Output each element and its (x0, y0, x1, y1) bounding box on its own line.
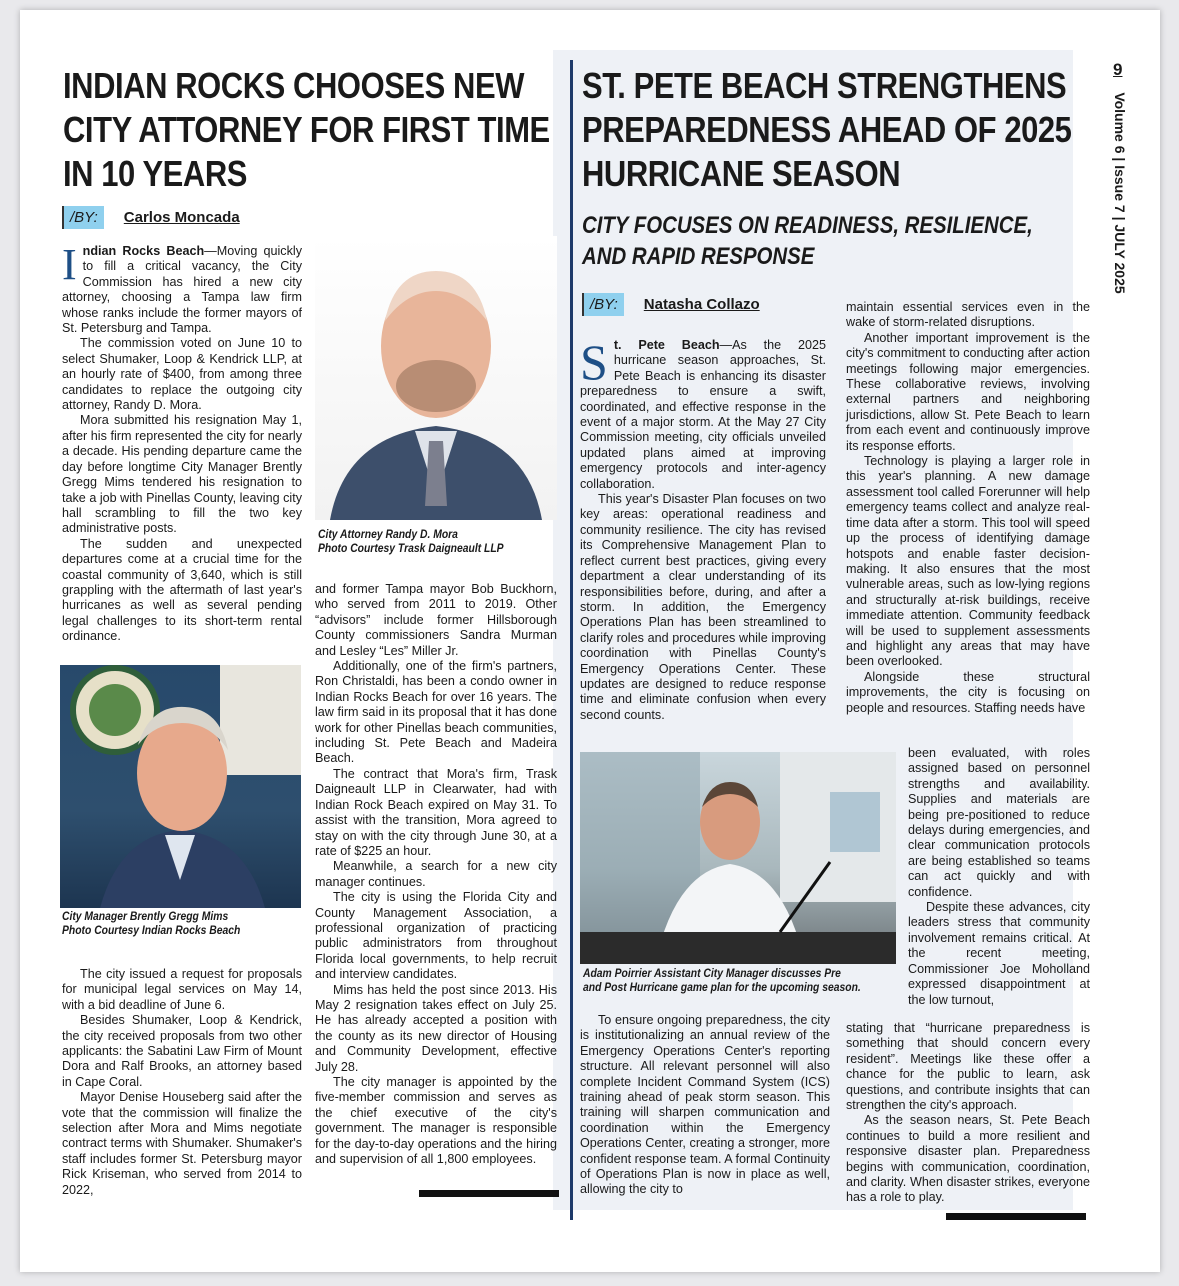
mora-caption (318, 528, 504, 556)
issue-line: Volume 6 | Issue 7 | JULY 2025 (1112, 92, 1128, 294)
caption-line: City Attorney Randy D. Mora (318, 529, 458, 541)
paragraph: This year's Disaster Plan focuses on two key areas: operational readiness and community resilience. The city has revised its Comprehensive Management Plan to reflect current best practices, giving every department a clear understanding of its responsibilities before, during, and after a storm. In addition, the Emergency Operations Plan has been streamlined to clarify roles and procedures while improving coordination with Pinellas County's Emergency Operations Center. These updates are designed to reduce response time and eliminate confusion when every second counts. (580, 492, 826, 722)
paragraph: The sudden and unexpected departures come at a crucial time for the coastal community of 3,640, which is still grappling with the aftermath of last year's hurricanes as well as several pending legal challenges to its short-term rental ordinance. (62, 536, 302, 644)
dateline: ndian Rocks Beach (82, 244, 205, 258)
paragraph: Additionally, one of the firm's partners, Ron Christaldi, has been a condo owner in Indian Rocks Beach for over 16 years. The law firm said in its proposal that it has done work for other Pinellas beach communities, including St. Pete Beach and Madeira Beach. (315, 659, 557, 766)
accent-bar (570, 60, 573, 1220)
mims-photo (60, 665, 301, 908)
paragraph: Mora submitted his resignation May 1, after his firm represented the city for nearly a decade. His pending departure came the day before longtime City Manager Brently Gregg Mims tendered his resignation to take a job with Pinellas County, leaving city hall scrambling to fill the two key administrative posts. (62, 413, 302, 536)
subhead-line: CITY FOCUSES ON READINESS, RESILIENCE, (582, 212, 1033, 239)
paragraph: Mayor Denise Houseberg said after the vote that the commission will finalize the selection after Mora and Mims negotiate contract terms with Shumaker. Shumaker's staff includes former St. Petersburg mayor Rick Kriseman, who served from 2014 to 2022, (62, 1090, 302, 1197)
byline-author: Natasha Collazo (643, 295, 760, 313)
lead-paragraph: —Moving quickly to fill a critical vacancy, the City Commission has hired a new city attorney, choosing a Tampa law firm whose ranks include the former mayors of St. Petersburg and Tampa. (62, 244, 302, 336)
drop-cap: I (62, 240, 77, 289)
paragraph: and former Tampa mayor Bob Buckhorn, who served from 2011 to 2019. Other “advisors” include former Hillsborough County commissioners Sandra Murman and Lesley “Les” Miller Jr. (315, 582, 557, 658)
left-column-1-continued (62, 967, 302, 1198)
byline-label: /BY: (582, 293, 624, 316)
paragraph: Besides Shumaker, Loop & Kendrick, the city received proposals from two other applicants: the Sabatini Law Firm of Mount Dora and Ralf Brooks, an attorney based in Cape Coral. (62, 1013, 302, 1089)
right-headline (582, 64, 1071, 196)
mora-photo (315, 236, 557, 520)
mims-caption (62, 910, 240, 938)
lead-paragraph: —As the 2025 hurricane season approaches, St. Pete Beach is enhancing its disaster preparedness to ensure a swift, coordinated, and effective response in the event of a major storm. At the May 27 City Commission meeting, city officials unveiled updated plans aimed at improving emergency protocols and inter-agency collaboration. (580, 338, 826, 491)
headline-line: IN 10 YEARS (63, 153, 247, 194)
paragraph: The city manager is appointed by the five-member commission and serves as the chief executive of the city's government. The manager is responsible for the day-to-day operations and the hiring and supervision of all 1,800 employees. (315, 1075, 557, 1167)
headline-line: HURRICANE SEASON (582, 153, 901, 194)
byline-label: /BY: (62, 206, 104, 229)
right-column-1 (580, 334, 826, 723)
folio (1105, 60, 1135, 300)
paragraph: As the season nears, St. Pete Beach continues to build a more resilient and responsive disaster plan. Preparedness begins with communication, coordination, and clarity. When disaster strikes, everyone has a role to play. (846, 1113, 1090, 1205)
subhead-line: AND RAPID RESPONSE (582, 243, 815, 270)
end-bar (946, 1213, 1086, 1220)
left-headline (63, 64, 550, 196)
paragraph: stating that “hurricane preparedness is something that should concern every resident”. Meetings like these offer a chance for the public to learn, ask questions, and contribute insights that can strengthen the city's approach. (846, 1021, 1090, 1113)
paragraph: maintain essential services even in the wake of storm-related disruptions. (846, 300, 1090, 330)
paragraph: Despite these advances, city leaders stress that community involvement remains critical. At the recent meeting, Commissioner Joe Moholland expressed disappointment at the low turnout, (908, 900, 1090, 1007)
paragraph: The contract that Mora's firm, Trask Daigneault LLP in Clearwater, had with Indian Rock Beach expired on May 31. To assist with the transition, Mora agreed to stay on with the city through June 30, at a rate of $225 an hour. (315, 766, 557, 858)
end-bar (419, 1190, 559, 1197)
poirrier-photo (580, 752, 896, 964)
right-column-2-continued (846, 1021, 1090, 1206)
dateline: t. Pete Beach (613, 338, 720, 352)
right-column-2 (846, 300, 1090, 716)
headline-line: CITY ATTORNEY FOR FIRST TIME (63, 109, 550, 150)
portrait-illustration (315, 236, 557, 520)
headline-line: INDIAN ROCKS CHOOSES NEW (63, 65, 525, 106)
page-number: 9 (1113, 60, 1123, 79)
caption-line: Photo Courtesy Trask Daigneault LLP (318, 543, 504, 555)
right-column-1-continued (580, 1013, 830, 1198)
poirrier-caption (583, 967, 861, 995)
right-byline (582, 290, 760, 318)
caption-line: and Post Hurricane game plan for the upcoming season. (583, 982, 861, 994)
left-column-2 (315, 582, 557, 1167)
caption-line: City Manager Brently Gregg Mims (62, 911, 229, 923)
paragraph: Alongside these structural improvements, the city is focusing on people and resources. Staffing needs have (846, 669, 1090, 715)
paragraph: To ensure ongoing preparedness, the city is institutionalizing an annual review of the Emergency Operations Center's reporting structure. All relevant personnel will also complete Incident Command System (ICS) training ahead of peak storm season. This training will sharpen communication and coordination within the Emergency Operations Center, creating a stronger, more confident response team. A formal Continuity of Operations Plan is now in place as well, allowing the city to (580, 1013, 830, 1197)
headline-line: ST. PETE BEACH STRENGTHENS (582, 65, 1067, 106)
paragraph: The city is using the Florida City and County Management Association, a professional organization of practicing public administrators from throughout Florida local governments, to help recruit and interview candidates. (315, 890, 557, 982)
caption-line: Photo Courtesy Indian Rocks Beach (62, 925, 241, 937)
left-column-1 (62, 240, 302, 645)
byline-author: Carlos Moncada (123, 208, 240, 226)
drop-cap: S (580, 334, 608, 390)
right-column-2-inset (908, 746, 1090, 1008)
caption-line: Adam Poirrier Assistant City Manager discusses Pre (583, 968, 841, 980)
paragraph: Technology is playing a larger role in this year's planning. A new damage assessment tool called Forerunner will help emergency teams collect and analyze real-time data after a storm. This tool will speed up the process of identifying damage hotspots and enable faster decision-making. It also ensures that the most vulnerable areas, such as low-lying regions and structurally at-risk buildings, receive immediate attention. Community feedback will be used to supplement assessments and highlight any areas that may have been overlooked. (846, 454, 1090, 669)
portrait-illustration (60, 665, 301, 908)
right-subhead (582, 210, 1033, 272)
paragraph: Another important improvement is the city's commitment to conducting after action meetings following major emergencies. These collaborative reviews, involving external partners and neighboring jurisdictions, allow St. Pete Beach to learn from each event and continuously improve its response efforts. (846, 330, 1090, 453)
paragraph: Meanwhile, a search for a new city manager continues. (315, 859, 557, 889)
paragraph: been evaluated, with roles assigned based on personnel strengths and availability. Supplies and materials are being pre-positioned to reduce delays during emergencies, and clear communication protocols are being established so teams can act quickly and with confidence. (908, 746, 1090, 899)
paragraph: Mims has held the post since 2013. His May 2 resignation takes effect on July 25. He has already accepted a position with the county as its new director of Housing and Community Development, effective July 28. (315, 982, 557, 1074)
paragraph: The commission voted on June 10 to select Shumaker, Loop & Kendrick LLP, at an hourly rate of $400, from among three candidates to replace the outgoing city attorney, Randy D. Mora. (62, 336, 302, 413)
headline-line: PREPAREDNESS AHEAD OF 2025 (582, 109, 1072, 150)
paragraph: The city issued a request for proposals for municipal legal services on May 14, with a bid deadline of June 6. (62, 967, 302, 1012)
left-byline (62, 203, 240, 231)
meeting-illustration (580, 752, 896, 964)
